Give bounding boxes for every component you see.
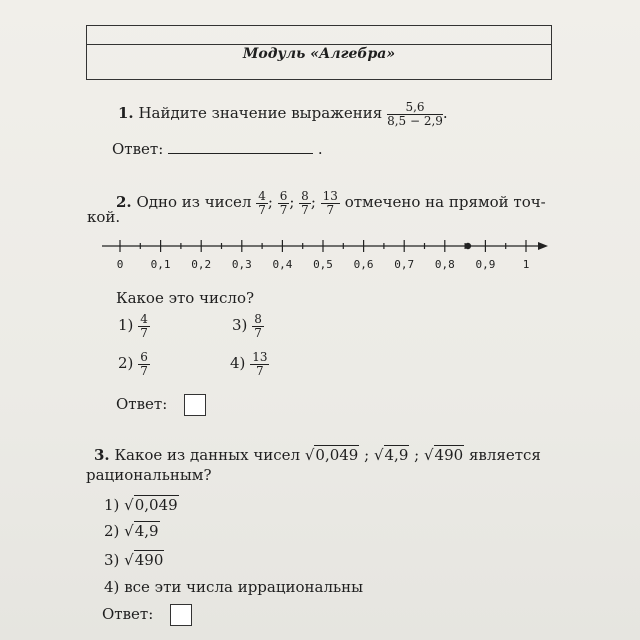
q1-numerator: 5,6 [387, 101, 443, 115]
q2-f2-d: 7 [279, 202, 288, 217]
module-header-box [86, 25, 552, 80]
q3-option-4[interactable] [104, 578, 363, 596]
number-line-tick-label: 0,5 [313, 258, 333, 271]
q3-answer-label: Ответ: [102, 605, 154, 623]
q3-text-start: Какое из данных чисел [114, 446, 301, 464]
q2-answer-label: Ответ: [116, 395, 168, 413]
q2-opt3-label: 3) [232, 316, 248, 335]
q2-option-1[interactable] [118, 313, 150, 339]
number-line-tick-label: 0,4 [272, 258, 293, 271]
q2-opt4-fraction [250, 351, 269, 377]
q3-answer-box[interactable] [170, 604, 192, 626]
q2-option-3[interactable] [232, 313, 264, 339]
number-line-tick-label: 0,3 [231, 258, 252, 271]
q2-line: 2. Одно из чисел $\frac{4}{7}$ ; $\frac{6}{7}$ ; $\frac{8}{7}$ ; $\frac{13}{7}$ отмечено на прямой точ- [116, 189, 546, 217]
q3-opt3-radicand: 490 [134, 551, 164, 569]
number-line-tick-label: 0,1 [150, 258, 171, 271]
q2-option-4[interactable] [230, 351, 269, 377]
q2-f4-d: 7 [326, 202, 335, 217]
q2-text-cont: кой. [87, 208, 121, 226]
q3-radicand-1: 0,049 [315, 446, 359, 464]
q2-number: 2. [116, 193, 132, 212]
q1-answer-field[interactable] [168, 139, 313, 154]
q1-end: . [442, 104, 448, 123]
q2-opt2-n: 6 [140, 350, 148, 364]
q3-line: 3. Какое из данных чисел √0,049 ; √4,9 ; √490 является [94, 446, 541, 464]
q3-opt3-label: 3) [104, 551, 120, 569]
q3-text-end: является [468, 446, 541, 464]
q2-opt4-label: 4) [230, 354, 246, 373]
q2-fraction-2 [278, 190, 290, 216]
q2-opt4-d: 7 [256, 363, 264, 378]
q2-question: Какое это число? [116, 289, 255, 307]
q2-fraction-4 [321, 190, 340, 216]
q1-answer-line: Ответ: . [112, 140, 323, 158]
q2-opt3-fraction [252, 313, 264, 339]
number-line-tick-label: 0,6 [353, 258, 374, 271]
q2-opt1-d: 7 [140, 325, 148, 340]
q3-option-3[interactable]: 3) √490 [104, 551, 164, 569]
q1-text: Найдите значение выражения [138, 104, 383, 123]
q2-opt3-d: 7 [254, 325, 262, 340]
q2-option-2[interactable] [118, 351, 150, 377]
q3-opt2-radicand: 4,9 [134, 522, 159, 540]
header-divider [87, 44, 551, 45]
q2-opt2-label: 2) [118, 354, 134, 373]
number-line-tick-label: 0,2 [191, 258, 212, 271]
q3-opt2-label: 2) [104, 522, 120, 540]
q2-text-end: отмечено на прямой точ- [344, 193, 546, 212]
number-line-tick-label: 0 [116, 258, 124, 271]
number-line-tick-label: 0,9 [475, 258, 496, 271]
q2-f2-n: 6 [279, 189, 288, 203]
number-line-marked-point [465, 243, 471, 249]
q3-number: 3. [94, 446, 110, 464]
q3-opt4-text: все эти числа иррациональны [124, 578, 364, 596]
q2-answer-line [116, 394, 206, 416]
q2-fraction-3 [299, 190, 311, 216]
q3-option-2[interactable]: 2) √4,9 [104, 522, 159, 540]
number-line-tick-label: 0,7 [394, 258, 415, 271]
q2-fraction-1 [256, 190, 268, 216]
number-line-arrow [538, 242, 548, 250]
q2-opt1-n: 4 [140, 312, 148, 326]
q2-f4-n: 13 [322, 189, 338, 203]
q2-answer-box[interactable] [184, 394, 206, 416]
number-line-tick-label: 1 [522, 258, 530, 271]
q2-f3-d: 7 [301, 202, 309, 217]
q3-opt1-label: 1) [104, 496, 120, 514]
q2-opt1-label: 1) [118, 316, 134, 335]
q2-f3-n: 8 [301, 189, 309, 203]
q2-opt2-fraction [138, 351, 150, 377]
q3-answer-line [102, 604, 192, 626]
q2-opt4-n: 13 [252, 350, 268, 364]
q3-opt4-label: 4) [104, 578, 120, 596]
q1-line [118, 101, 448, 127]
module-title: Модуль «Алгебра» [242, 46, 396, 62]
number-line-tick-label: 0,8 [434, 258, 455, 271]
q3-text-cont: рациональным? [86, 466, 212, 484]
q2-f1-d: 7 [258, 202, 266, 217]
q2-opt3-n: 8 [254, 312, 262, 326]
q2-f1-n: 4 [258, 189, 266, 203]
q1-denominator: 8,5 − 2,9 [387, 113, 443, 128]
q1-fraction [387, 101, 443, 127]
q1-answer-label: Ответ: [112, 140, 164, 158]
q2-text-start: Одно из чисел [136, 193, 252, 212]
q1-number: 1. [118, 104, 134, 123]
q2-opt1-fraction [138, 313, 150, 339]
q3-radicand-3: 490 [434, 446, 464, 464]
q3-option-1[interactable]: 1) √0,049 [104, 496, 178, 514]
q3-radicand-2: 4,9 [384, 446, 409, 464]
q2-opt2-d: 7 [140, 363, 148, 378]
q3-opt1-radicand: 0,049 [134, 496, 178, 514]
